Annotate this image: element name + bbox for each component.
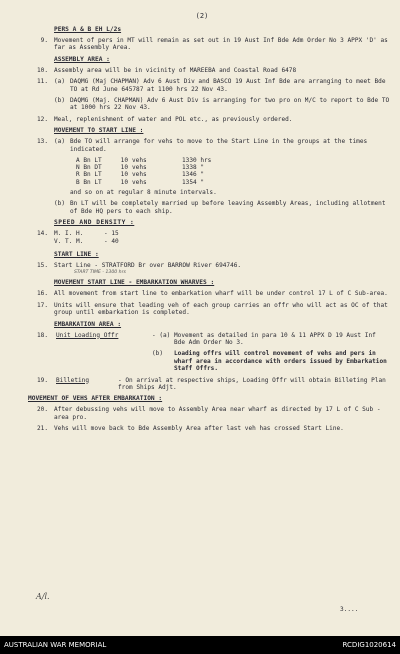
header-speed-density: SPEED AND DENSITY :: [54, 219, 135, 227]
footer-id: RCDIG1020614: [342, 641, 396, 649]
para-text: - On arrival at respective ships, Loading Offr will obtain Billeting Plan from Ships Adjt.: [118, 376, 386, 391]
para-text: DAQMG (Maj CHAPMAN) Adv 6 Aust Div and BASCO 19 Aust Inf Bde are arranging to meet Bde TO at Rd June 645787 at 1100 hrs 22 Nov 43.: [70, 78, 386, 93]
para-label: Unit Loading Offr: [56, 331, 119, 339]
speed-row: M. I. H. - 15: [54, 230, 119, 238]
sub-label: (a): [54, 78, 66, 86]
para-9: [14, 37, 390, 52]
para-number: 9.: [40, 37, 48, 44]
para-14: [14, 230, 390, 245]
header-pers: PERS A & B EH L/2s: [54, 26, 122, 33]
para-18a: [14, 332, 390, 347]
para-text: Vehs will move back to Bde Assembly Area after last veh has crossed Start Line.: [54, 425, 344, 433]
para-11b: [14, 97, 390, 112]
group-row: R Bn LT 10 vehs 1346 ": [76, 171, 205, 179]
para-13a-tail: [14, 189, 390, 196]
para-text: Movement of pers in MT will remain as set out in 19 Aust Inf Bde Adm Order No 3 APPX 'D' as far as Assembly Area.: [54, 37, 388, 52]
header-after-embarkation: MOVEMENT OF VEHS AFTER EMBARKATION :: [28, 395, 163, 403]
para-text: Loading offrs will control movement of vehs and pers in wharf area in accordance with orders issued by Embarkation Staff Offrs.: [174, 350, 387, 373]
para-13a: [14, 138, 390, 153]
para-text: Start Line - STRATFORD Br over BARROW River 694746.: [54, 261, 242, 269]
para-18b: [14, 350, 390, 372]
para-number: 16.: [36, 290, 48, 298]
sub-label: (b): [54, 97, 66, 105]
para-text: Movement as detailed in para 10 & 11 APPX D 19 Aust Inf Bde Adm Order No 3.: [174, 331, 376, 346]
para-number: 18.: [36, 331, 48, 339]
speed-row: V. T. M. - 40: [54, 237, 119, 245]
page-number: (2): [195, 12, 209, 20]
para-15: [14, 262, 390, 269]
para-12: [14, 116, 390, 123]
para-text: Bn LT will be completely married up before leaving Assembly Areas, including allotment of Bde HQ pers to each ship.: [70, 200, 386, 215]
para-17: [14, 302, 390, 317]
group-row: A Bn LT 10 vehs 1330 hrs: [76, 157, 212, 165]
header-movement-wharves: MOVEMENT START LINE - EMBARKATION WHARVES :: [54, 279, 215, 287]
para-text: DAQMG (Maj. CHAPMAN) Adv 6 Aust Div is arranging for two pro on M/C to report to Bde TO at 1000 hrs 22 Nov 43.: [70, 97, 390, 112]
para-text: Meal, replenishment of water and POL etc., as previously ordered.: [54, 115, 293, 123]
para-16: [14, 290, 390, 297]
para-text: Assembly area will be in vicinity of MAREEBA and Coastal Road 6478: [54, 66, 297, 74]
para-label: Billeting: [56, 376, 90, 384]
para-11a: [14, 78, 390, 93]
header-assembly-area: ASSEMBLY AREA :: [54, 55, 110, 63]
para-10: [14, 67, 390, 74]
group-table: [14, 157, 390, 186]
sub-label: (b): [152, 350, 164, 358]
para-number: 20.: [36, 406, 48, 414]
para-text: Bde TO will arrange for vehs to move to the Start Line in the groups at the times indicated.: [70, 138, 368, 153]
para-21: [14, 425, 390, 432]
sub-label: - (a): [152, 331, 171, 339]
para-text: and so on at regular 8 minute intervals.: [70, 188, 217, 196]
para-13b: [14, 200, 390, 215]
para-text: All movement from start line to embarkation wharf will be under control 17 L of C Sub-area.: [54, 290, 388, 298]
signature-mark: A/l.: [36, 592, 50, 601]
continued-marker: 3....: [340, 606, 359, 613]
sub-label: (b): [54, 200, 66, 208]
header-movement-start: MOVEMENT TO START LINE :: [54, 127, 144, 135]
para-19: [14, 377, 390, 392]
para-number: 19.: [36, 376, 48, 384]
para-text: Units will ensure that leading veh of each group carries an offr who will act as OC of that group until embarkation is completed.: [54, 301, 388, 317]
group-row: N Bn DT 10 vehs 1338 ": [76, 164, 205, 172]
archive-footer: [0, 636, 400, 654]
group-row: B Bn LT 10 vehs 1354 ": [76, 178, 205, 186]
para-text: After debussing vehs will move to Assembly Area near wharf as directed by 17 L of C Sub - area pro.: [54, 406, 381, 421]
sub-label: (a): [54, 138, 66, 146]
para-20: [14, 406, 390, 421]
para-number: 10.: [36, 66, 48, 74]
para-number: 21.: [36, 425, 48, 433]
para-number: 17.: [36, 301, 48, 309]
para-number: 12.: [36, 115, 48, 123]
header-embarkation-area: EMBARKATION AREA :: [54, 320, 122, 328]
para-number: 11.: [36, 78, 48, 86]
para-number: 15.: [36, 261, 48, 269]
handwritten-note: START TIME - 1300 hrs: [74, 270, 126, 276]
footer-source: AUSTRALIAN WAR MEMORIAL: [4, 641, 107, 649]
para-number: 13.: [36, 138, 48, 146]
header-start-line: START LINE :: [54, 250, 99, 258]
para-number: 14.: [36, 230, 48, 238]
